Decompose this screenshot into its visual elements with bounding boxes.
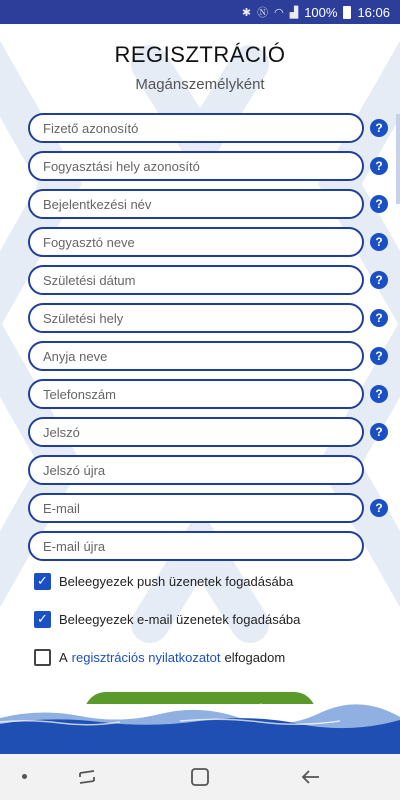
email-consent-label: Beleegyezek e-mail üzenetek fogadásába [59,611,301,627]
email-consent[interactable] [34,609,300,629]
email-confirm-row [28,531,388,561]
recent-apps-icon[interactable] [74,764,100,790]
consumption-site-id-row [28,151,388,181]
email-row [28,493,388,523]
battery-icon [343,6,351,19]
username-row [28,189,388,219]
navigation-bar [0,754,400,800]
terms-prefix: A [59,649,68,665]
payer-id-input[interactable] [28,113,364,143]
page-title: REGISZTRÁCIÓ [114,42,286,67]
mother-name-input[interactable] [28,341,364,371]
status-bar [0,0,400,24]
phone-row [28,379,388,409]
help-icon[interactable]: ? [370,347,388,365]
phone-input[interactable] [28,379,364,409]
push-consent-checkbox[interactable]: ✓ [34,573,51,590]
terms-consent[interactable] [34,647,285,667]
password-confirm-row [28,455,388,485]
push-consent-label: Beleegyezek push üzenetek fogadásába [59,573,294,589]
consumption-site-id-input[interactable] [28,151,364,181]
birth-date-row [28,265,388,295]
help-icon[interactable]: ? [370,385,388,403]
mother-name-row [28,341,388,371]
page-subtitle: Magánszemélyként [135,76,265,93]
email-input[interactable] [28,493,364,523]
nav-dot-icon [22,774,27,779]
signal-icon: ▟ [289,6,299,19]
footer-wave [0,704,400,754]
email-consent-checkbox[interactable]: ✓ [34,611,51,628]
terms-consent-checkbox[interactable] [34,649,51,666]
help-icon[interactable]: ? [370,309,388,327]
back-arrow-icon[interactable] [298,764,324,790]
consumer-name-row [28,227,388,257]
help-icon[interactable]: ? [370,119,388,137]
help-icon[interactable]: ? [370,233,388,251]
email-confirm-input[interactable] [28,531,364,561]
birth-date-input[interactable] [28,265,364,295]
birth-place-row [28,303,388,333]
password-row [28,417,388,447]
password-confirm-input[interactable] [28,455,364,485]
help-icon[interactable]: ? [370,271,388,289]
nfc-icon: Ⓝ [257,7,269,19]
username-input[interactable] [28,189,364,219]
home-icon[interactable] [187,764,213,790]
help-icon[interactable]: ? [370,195,388,213]
help-icon[interactable]: ? [370,423,388,441]
push-consent[interactable] [34,571,293,591]
terms-suffix: elfogadom [224,649,286,665]
registration-form [0,24,400,704]
payer-id-row [28,113,388,143]
battery-level: 100% [304,4,338,20]
help-icon[interactable]: ? [370,499,388,517]
bluetooth-icon: ✱ [241,6,252,19]
consumer-name-input[interactable] [28,227,364,257]
birth-place-input[interactable] [28,303,364,333]
password-input[interactable] [28,417,364,447]
terms-link[interactable]: regisztrációs nyilatkozatot [71,649,221,665]
wifi-icon: ◠ [274,6,284,19]
clock: 16:06 [357,4,390,20]
help-icon[interactable]: ? [370,157,388,175]
